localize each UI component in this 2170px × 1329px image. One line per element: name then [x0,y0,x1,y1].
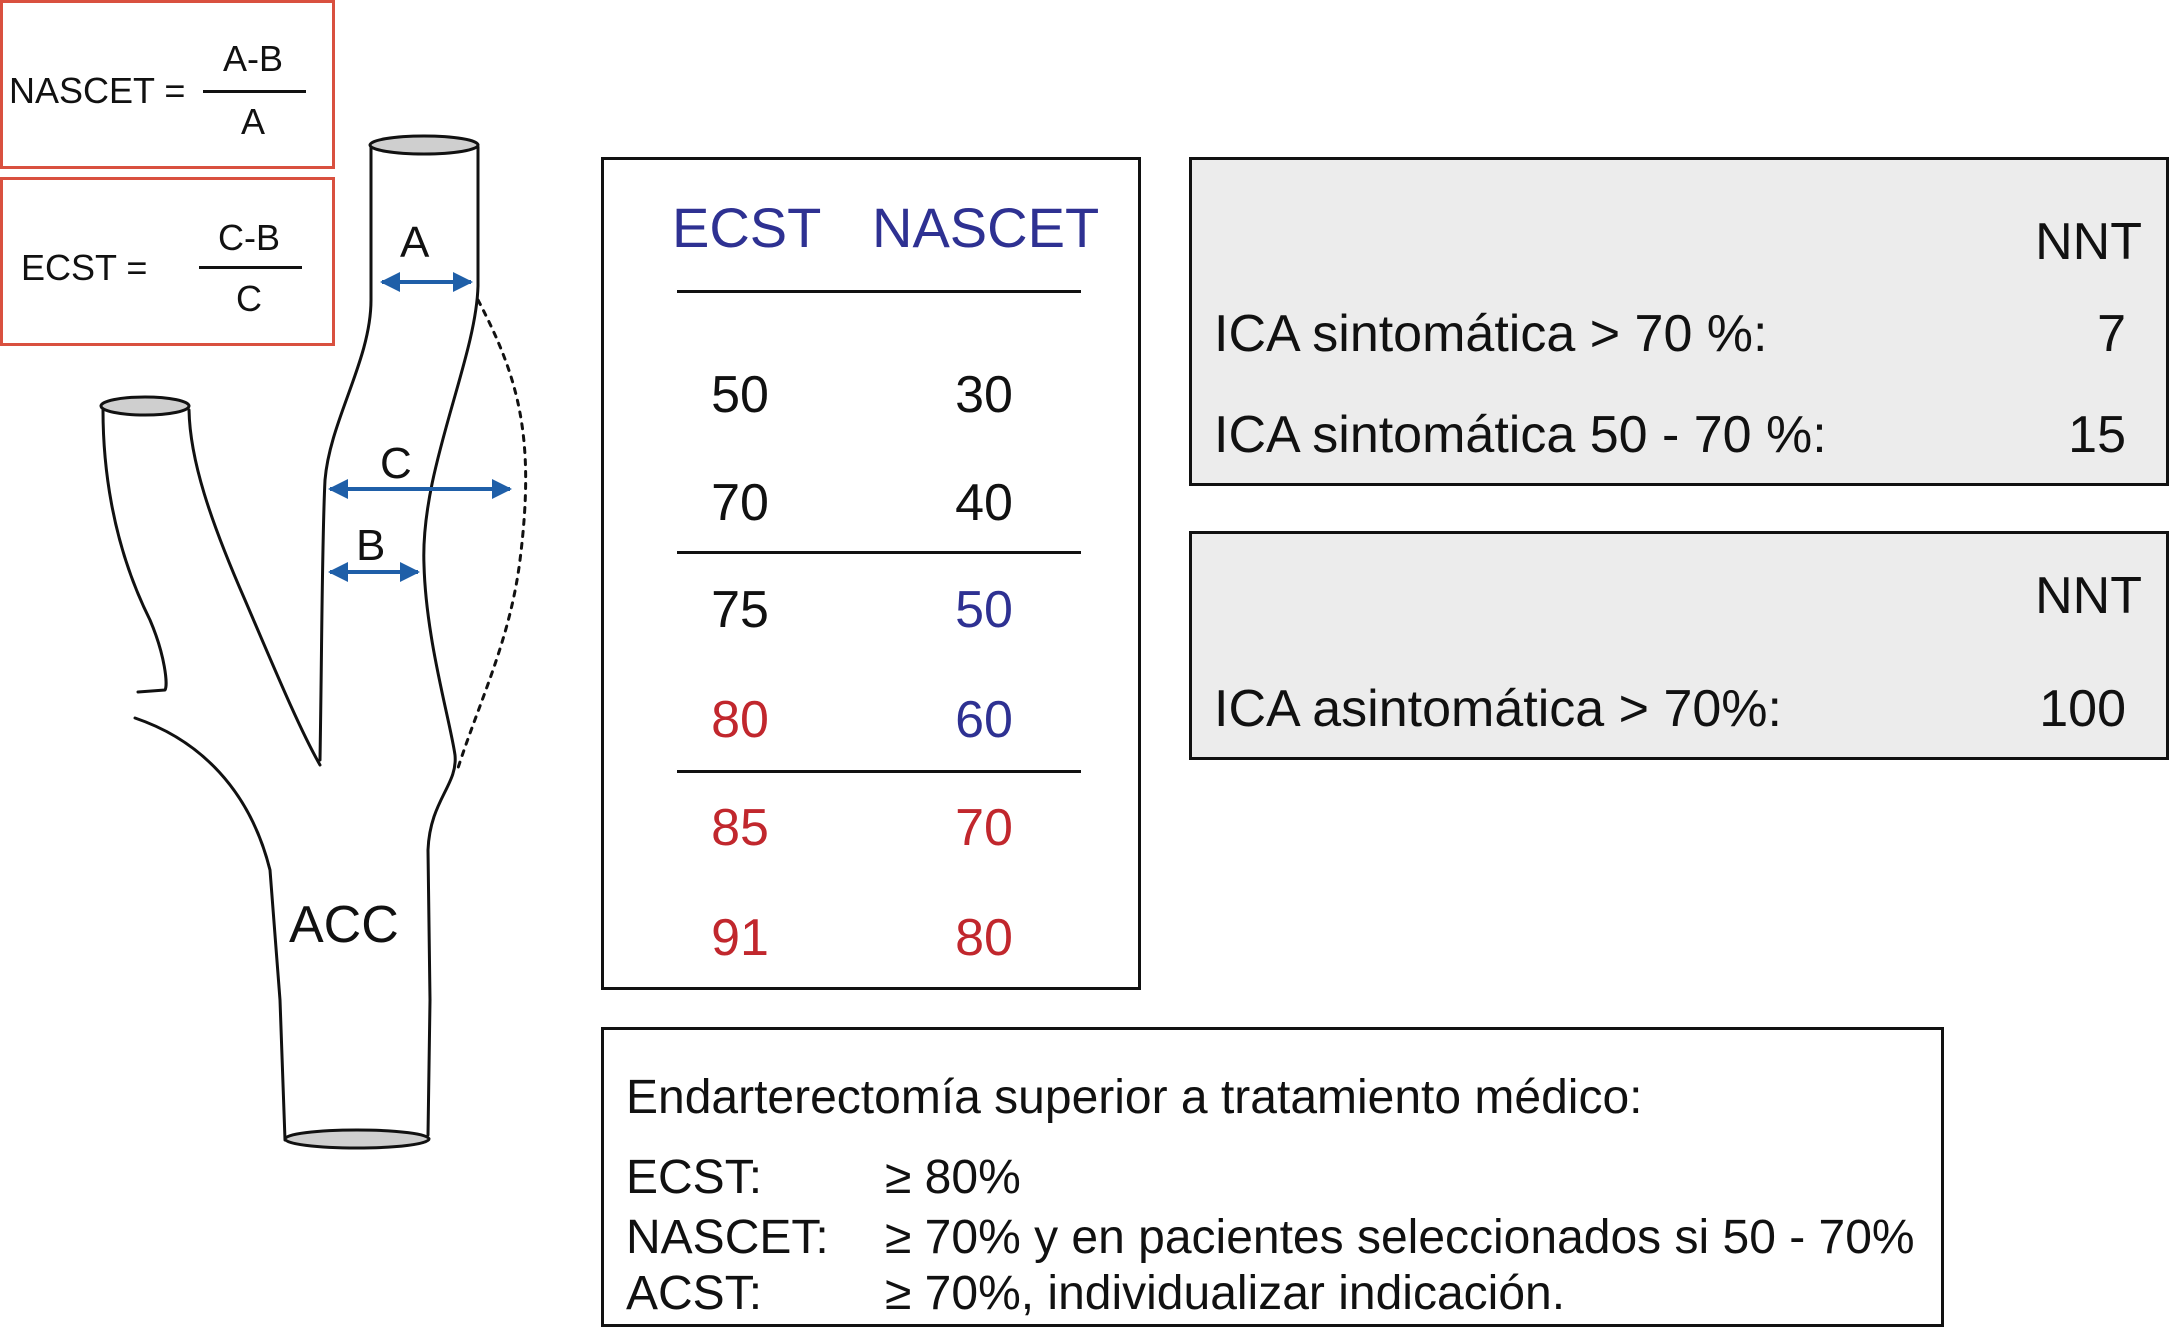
table-row-6-nascet: 80 [955,909,1013,967]
table-group-rule-1 [677,551,1081,554]
internal-carotid-left-wall [320,147,371,760]
nnt-symptomatic-header: NNT [2035,213,2142,271]
external-carotid-opening [101,397,189,415]
summary-key: NASCET: [626,1211,829,1264]
table-row-5-ecst: 85 [711,799,769,857]
ecst-formula-numerator: C-B [218,217,280,258]
label-acc: ACC [289,896,399,954]
nascet-formula-label: NASCET = [9,70,186,111]
internal-carotid-right-wall [424,147,478,1135]
nnt-row-value: 100 [2039,680,2126,738]
table-header-nascet: NASCET [872,196,1100,259]
nascet-formula-denominator: A [240,101,265,142]
table-row-1-nascet: 30 [955,366,1013,424]
nnt-symptomatic-box [1189,157,2169,486]
summary-value: ≥ 80% [885,1151,1021,1204]
nnt-row-label: ICA sintomática 50 - 70 %: [1214,406,1827,464]
label-b: B [356,521,386,570]
internal-carotid-opening [370,136,478,154]
summary-value: ≥ 70% y en pacientes seleccionados si 50 - 70% [885,1211,1915,1264]
label-a: A [400,218,430,267]
summary-key: ECST: [626,1151,763,1204]
ecst-nascet-table [601,157,1141,990]
nnt-row-label: ICA sintomática > 70 %: [1214,305,1768,363]
table-header-rule [677,290,1081,293]
external-carotid-left-wall [103,410,166,692]
table-row-5-nascet: 70 [955,799,1013,857]
ecst-formula-denominator: C [236,278,262,319]
common-carotid-left-wall [135,718,285,1140]
table-group-rule-2 [677,770,1081,773]
ecst-formula-label: ECST = [21,247,148,288]
table-row-3-nascet: 50 [955,581,1013,639]
table-row-3-ecst: 75 [711,581,769,639]
table-row-2-nascet: 40 [955,474,1013,532]
nnt-row-value: 15 [2068,406,2126,464]
nascet-formula-numerator: A-B [222,38,283,79]
external-carotid-right-wall [189,410,320,765]
label-c: C [380,439,412,488]
nnt-row-value: 7 [2097,305,2126,363]
nnt-asymptomatic-header: NNT [2035,567,2142,625]
table-row-1-ecst: 50 [711,366,769,424]
table-header-ecst: ECST [672,196,822,259]
summary-value: ≥ 70%, individualizar indicación. [885,1267,1566,1320]
nnt-row-label: ICA asintomática > 70%: [1214,680,1782,738]
endarterectomy-summary-box [601,1027,1944,1327]
summary-title: Endarterectomía superior a tratamiento médico: [626,1071,1643,1124]
table-row-6-ecst: 91 [711,909,769,967]
table-row-4-nascet: 60 [955,691,1013,749]
nnt-asymptomatic-box [1189,531,2169,760]
common-carotid-opening [285,1130,429,1148]
table-row-4-ecst: 80 [711,691,769,749]
summary-key: ACST: [626,1267,763,1320]
carotid-bifurcation-diagram [0,0,600,1180]
carotid-bulb-outline [458,300,526,768]
table-row-2-ecst: 70 [711,474,769,532]
